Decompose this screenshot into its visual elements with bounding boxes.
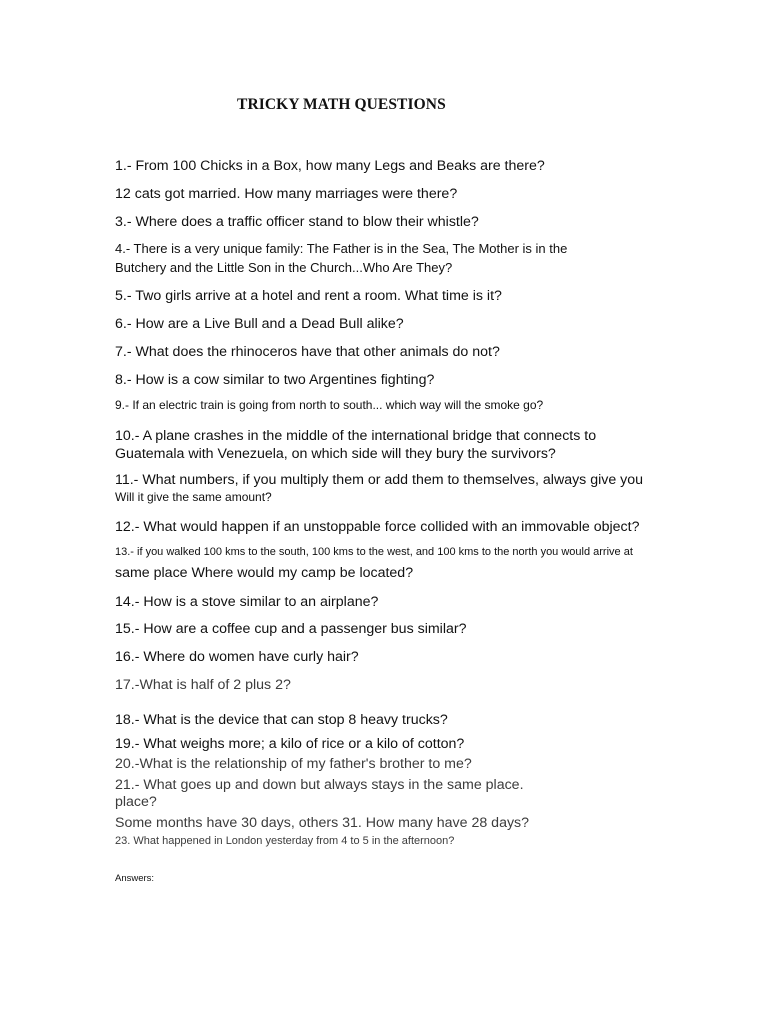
question-line: 1.- From 100 Chicks in a Box, how many Legs and Beaks are there? [115,158,545,174]
question-line: 10.- A plane crashes in the middle of the international bridge that connects to [115,428,597,444]
question-line: 15.- How are a coffee cup and a passenger bus similar? [115,621,467,637]
question-line: 3.- Where does a traffic officer stand to blow their whistle? [115,214,479,230]
question-line: 19.- What weighs more; a kilo of rice or a kilo of cotton? [115,736,465,752]
question-line: Some months have 30 days, others 31. How many have 28 days? [115,815,530,831]
question-line: 9.- If an electric train is going from north to south... which way will the smoke go? [115,398,544,412]
answers-label: Answers: [115,873,155,884]
question-line: 18.- What is the device that can stop 8 heavy trucks? [115,712,448,728]
question-line: Butchery and the Little Son in the Church...Who Are They? [115,260,453,275]
question-line: 8.- How is a cow similar to two Argentines fighting? [115,372,435,388]
question-line: 12 cats got married. How many marriages were there? [115,186,458,202]
question-line: 7.- What does the rhinoceros have that other animals do not? [115,344,500,360]
question-line: same place Where would my camp be located? [115,565,414,581]
question-line: 17.-What is half of 2 plus 2? [115,677,291,693]
question-line: 21.- What goes up and down but always stays in the same place. [115,777,524,793]
question-line: Guatemala with Venezuela, on which side will they bury the survivors? [115,446,556,462]
question-line: 14.- How is a stove similar to an airplane? [115,594,379,610]
question-line: 20.-What is the relationship of my father's brother to me? [115,756,472,772]
question-line: 12.- What would happen if an unstoppable force collided with an immovable object? [115,519,640,535]
question-line: 4.- There is a very unique family: The Father is in the Sea, The Mother is in the [115,241,568,256]
question-line: 13.- if you walked 100 kms to the south, 100 kms to the west, and 100 kms to the north you would arrive at [115,546,633,558]
question-line: 11.- What numbers, if you multiply them or add them to themselves, always give you [115,472,644,488]
page-title: TRICKY MATH QUESTIONS [237,96,446,113]
question-line: 5.- Two girls arrive at a hotel and rent a room. What time is it? [115,288,502,304]
question-line: 16.- Where do women have curly hair? [115,649,359,665]
question-line: 23. What happened in London yesterday from 4 to 5 in the afternoon? [115,835,455,847]
question-line: Will it give the same amount? [115,490,272,504]
question-line: place? [115,794,157,810]
question-line: 6.- How are a Live Bull and a Dead Bull alike? [115,316,404,332]
